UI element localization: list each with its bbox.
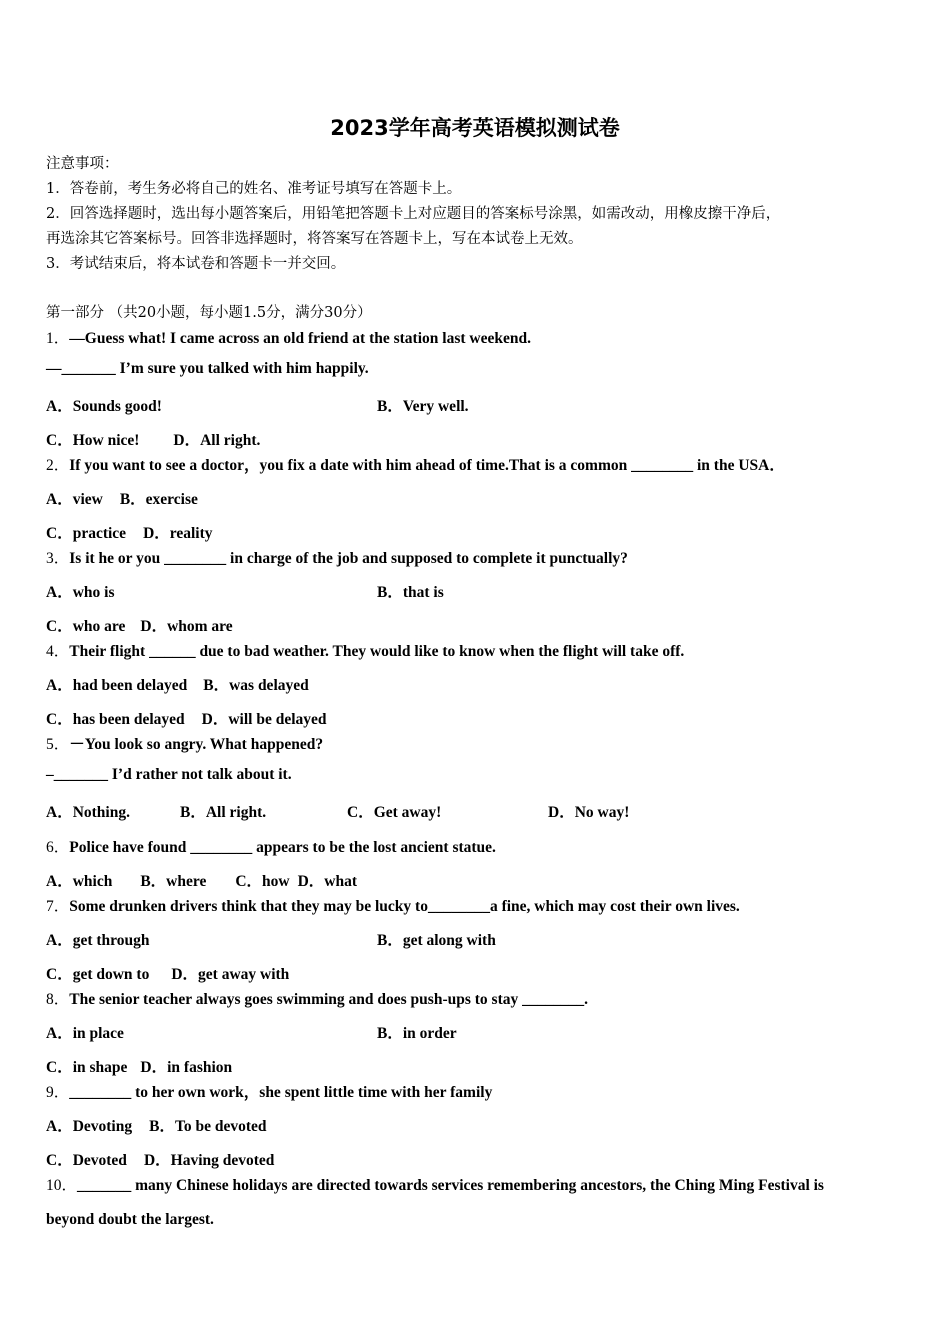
options-cd	[46, 707, 327, 729]
question-stem: Police have found ________ appears to be the lost ancient statue.	[69, 839, 496, 856]
option-d[interactable]: D．will be delayed	[201, 711, 327, 728]
question-2	[46, 453, 785, 475]
option-b[interactable]: B．To be devoted	[149, 1118, 267, 1135]
question-stem: Is it he or you ________ in charge of the job and supposed to complete it punctually?	[69, 550, 628, 567]
question-1	[46, 326, 531, 348]
question-number: 5．	[46, 736, 70, 753]
notice-item: 3．考试结束后，将本试卷和答题卡一并交回。	[46, 256, 346, 272]
question-10	[46, 1173, 824, 1195]
option-c[interactable]: C．get down to	[46, 966, 150, 983]
option-a[interactable]: A．Nothing.	[46, 804, 130, 821]
question-number: 9．	[46, 1084, 70, 1101]
question-stem: Their flight ______ due to bad weather. They would like to know when the flight will take off.	[69, 643, 685, 660]
option-a[interactable]: A．who is	[46, 584, 115, 601]
question-7	[46, 894, 740, 916]
option-d[interactable]: D．get away with	[171, 966, 290, 983]
question-5-reply: –_______ I’d rather not talk about it.	[46, 766, 292, 783]
option-b[interactable]: B．Very well.	[377, 398, 469, 415]
options-cd	[46, 428, 260, 450]
question-8	[46, 987, 588, 1009]
option-c[interactable]: C．how	[235, 873, 290, 890]
question-6	[46, 835, 496, 857]
question-9	[46, 1080, 492, 1102]
option-a[interactable]: A．had been delayed	[46, 677, 188, 694]
option-b[interactable]: B．was delayed	[203, 677, 309, 694]
notice-heading: 注意事项：	[46, 156, 119, 172]
option-b[interactable]: B．get along with	[377, 932, 496, 949]
option-a[interactable]: A．get through	[46, 932, 150, 949]
question-stem: If you want to see a doctor，you fix a date with him ahead of time.That is a common ________ in the USA．	[69, 457, 785, 474]
question-number: 2．	[46, 457, 70, 474]
question-stem: －You look so angry. What happened?	[69, 736, 324, 753]
question-number: 4．	[46, 643, 70, 660]
option-c[interactable]: C．How nice!	[46, 432, 140, 449]
option-b[interactable]: B．where	[140, 873, 207, 890]
options-cd	[46, 614, 233, 636]
options-ab	[46, 487, 198, 509]
options-cd	[46, 1148, 274, 1170]
option-d[interactable]: D．All right.	[173, 432, 261, 449]
option-d[interactable]: D．whom are	[140, 618, 233, 635]
option-b[interactable]: B．All right.	[180, 804, 267, 821]
question-stem: —Guess what! I came across an old friend at the station last weekend.	[69, 330, 531, 347]
options-ab	[46, 1114, 267, 1136]
option-d[interactable]: D．what	[297, 873, 358, 890]
question-10-continued: beyond doubt the largest.	[46, 1211, 214, 1228]
notice-item: 再选涂其它答案标号。回答非选择题时，将答案写在答题卡上，写在本试卷上无效。	[46, 231, 583, 247]
options-ab	[46, 673, 309, 695]
question-number: 10．	[46, 1177, 78, 1194]
option-b[interactable]: B．in order	[377, 1025, 457, 1042]
option-a[interactable]: A．Sounds good!	[46, 398, 162, 415]
page-title: 2023学年高考英语模拟测试卷	[330, 116, 620, 140]
options-cd	[46, 962, 289, 984]
option-c[interactable]: C．Get away!	[347, 804, 442, 821]
question-number: 7．	[46, 898, 70, 915]
question-number: 3．	[46, 550, 70, 567]
question-stem: The senior teacher always goes swimming and does push-ups to stay ________.	[69, 991, 588, 1008]
section-heading: 第一部分 （共20小题，每小题1.5分，满分30分）	[46, 305, 372, 321]
option-c[interactable]: C．in shape	[46, 1059, 128, 1076]
question-stem: Some drunken drivers think that they may be lucky to________a fine, which may cost their own lives.	[69, 898, 740, 915]
notice-item: 2．回答选择题时，选出每小题答案后，用铅笔把答题卡上对应题目的答案标号涂黑，如需改动，用橡皮擦干净后，	[46, 206, 781, 222]
option-d[interactable]: D．No way!	[548, 804, 630, 821]
question-3	[46, 546, 628, 568]
question-5	[46, 732, 323, 754]
question-number: 6．	[46, 839, 70, 856]
option-a[interactable]: A．view	[46, 491, 103, 508]
notice-item: 1．答卷前，考生务必将自己的姓名、准考证号填写在答题卡上。	[46, 181, 462, 197]
question-1-reply: —_______ I’m sure you talked with him happily.	[46, 360, 369, 377]
question-stem: ________ to her own work，she spent little time with her family	[69, 1084, 493, 1101]
question-stem: _______ many Chinese holidays are directed towards services remembering ancestors, the Ching Ming Festival is	[77, 1177, 824, 1194]
option-c[interactable]: C．has been delayed	[46, 711, 185, 728]
option-b[interactable]: B．that is	[377, 584, 444, 601]
option-b[interactable]: B．exercise	[119, 491, 198, 508]
option-d[interactable]: D．Having devoted	[143, 1152, 275, 1169]
option-a[interactable]: A．which	[46, 873, 113, 890]
options-cd	[46, 521, 213, 543]
option-c[interactable]: C．practice	[46, 525, 127, 542]
option-d[interactable]: D．reality	[143, 525, 213, 542]
question-4	[46, 639, 684, 661]
question-number: 8．	[46, 991, 70, 1008]
option-a[interactable]: A．in place	[46, 1025, 124, 1042]
option-c[interactable]: C．who are	[46, 618, 126, 635]
question-number: 1．	[46, 330, 70, 347]
option-d[interactable]: D．in fashion	[140, 1059, 233, 1076]
option-a[interactable]: A．Devoting	[46, 1118, 133, 1135]
options-abcd	[46, 869, 357, 891]
options-cd	[46, 1055, 232, 1077]
option-c[interactable]: C．Devoted	[46, 1152, 127, 1169]
